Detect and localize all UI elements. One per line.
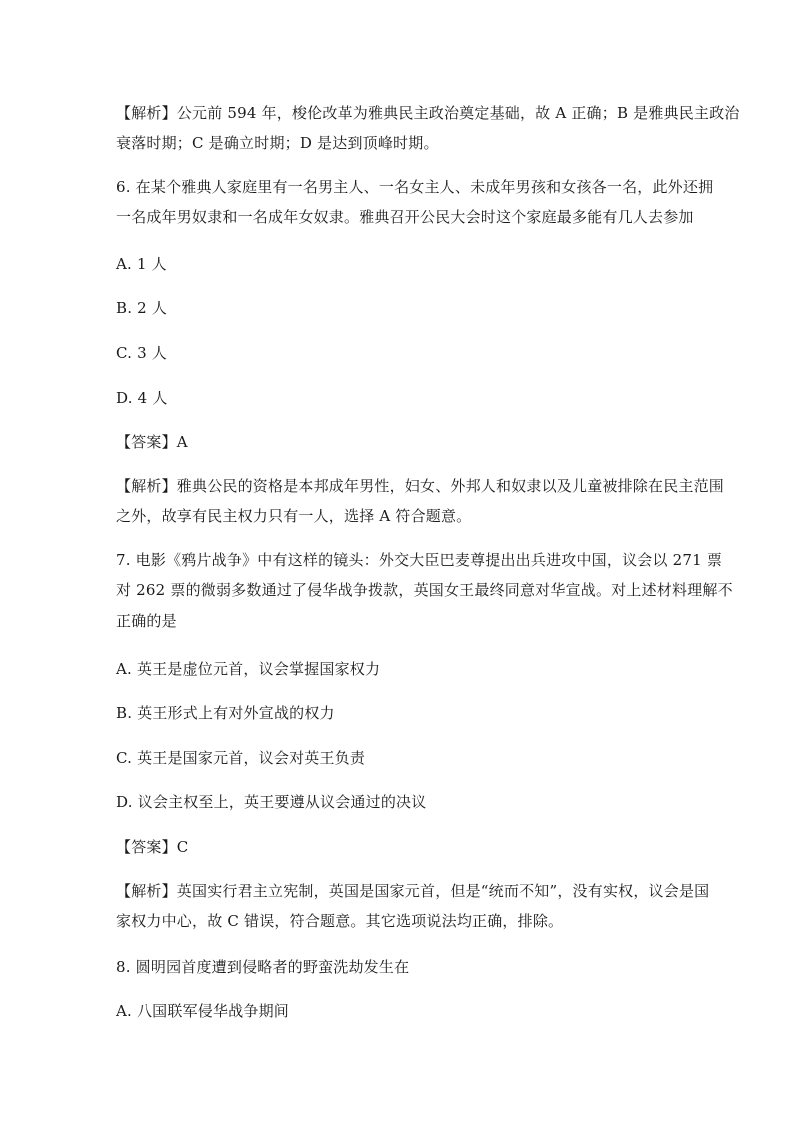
question-7-text: 对 262 票的微弱多数通过了侵华战争拨款，英国女王最终同意对华宣战。对上述材料理解不 [116, 581, 733, 599]
question-6-text: 一名成年男奴隶和一名成年女奴隶。雅典召开公民大会时这个家庭最多能有几人去参加 [116, 208, 694, 226]
option-a: A. 英王是虚位元首，议会掌握国家权力 [116, 660, 381, 678]
analysis-line: 【解析】公元前 594 年，梭伦改革为雅典民主政治奠定基础，故 A 正确；B 是雅典民主政治 [116, 104, 740, 122]
question-6-text: 6. 在某个雅典人家庭里有一名男主人、一名女主人、未成年男孩和女孩各一名，此外还拥 [116, 178, 714, 196]
option-c: C. 3 人 [116, 344, 167, 362]
analysis-line: 【解析】雅典公民的资格是本邦成年男性，妇女、外邦人和奴隶以及儿童被排除在民主范围 [116, 477, 725, 495]
option-d: D. 议会主权至上，英王要遵从议会通过的决议 [116, 793, 427, 811]
option-b: B. 英王形式上有对外宣战的权力 [116, 704, 335, 722]
answer-line: 【答案】A [116, 433, 188, 451]
option-a: A. 八国联军侵华战争期间 [116, 1002, 289, 1020]
option-b: B. 2 人 [116, 299, 168, 317]
analysis-line: 家权力中心，故 C 错误，符合题意。其它选项说法均正确，排除。 [116, 912, 564, 930]
option-d: D. 4 人 [116, 389, 168, 407]
option-c: C. 英王是国家元首，议会对英王负责 [116, 749, 366, 767]
answer-line: 【答案】C [116, 838, 189, 856]
analysis-line: 之外，故享有民主权力只有一人，选择 A 符合题意。 [116, 507, 472, 525]
option-a: A. 1 人 [116, 255, 167, 273]
analysis-line: 【解析】英国实行君主立宪制，英国是国家元首，但是“统而不知”，没有实权，议会是国 [116, 882, 710, 900]
analysis-line: 衰落时期；C 是确立时期；D 是达到顶峰时期。 [116, 134, 439, 152]
question-7-text: 正确的是 [116, 612, 177, 630]
question-7-text: 7. 电影《鸦片战争》中有这样的镜头：外交大臣巴麦尊提出出兵进攻中国，议会以 271 票 [116, 551, 723, 569]
question-8-text: 8. 圆明园首度遭到侵略者的野蛮洗劫发生在 [116, 958, 410, 976]
